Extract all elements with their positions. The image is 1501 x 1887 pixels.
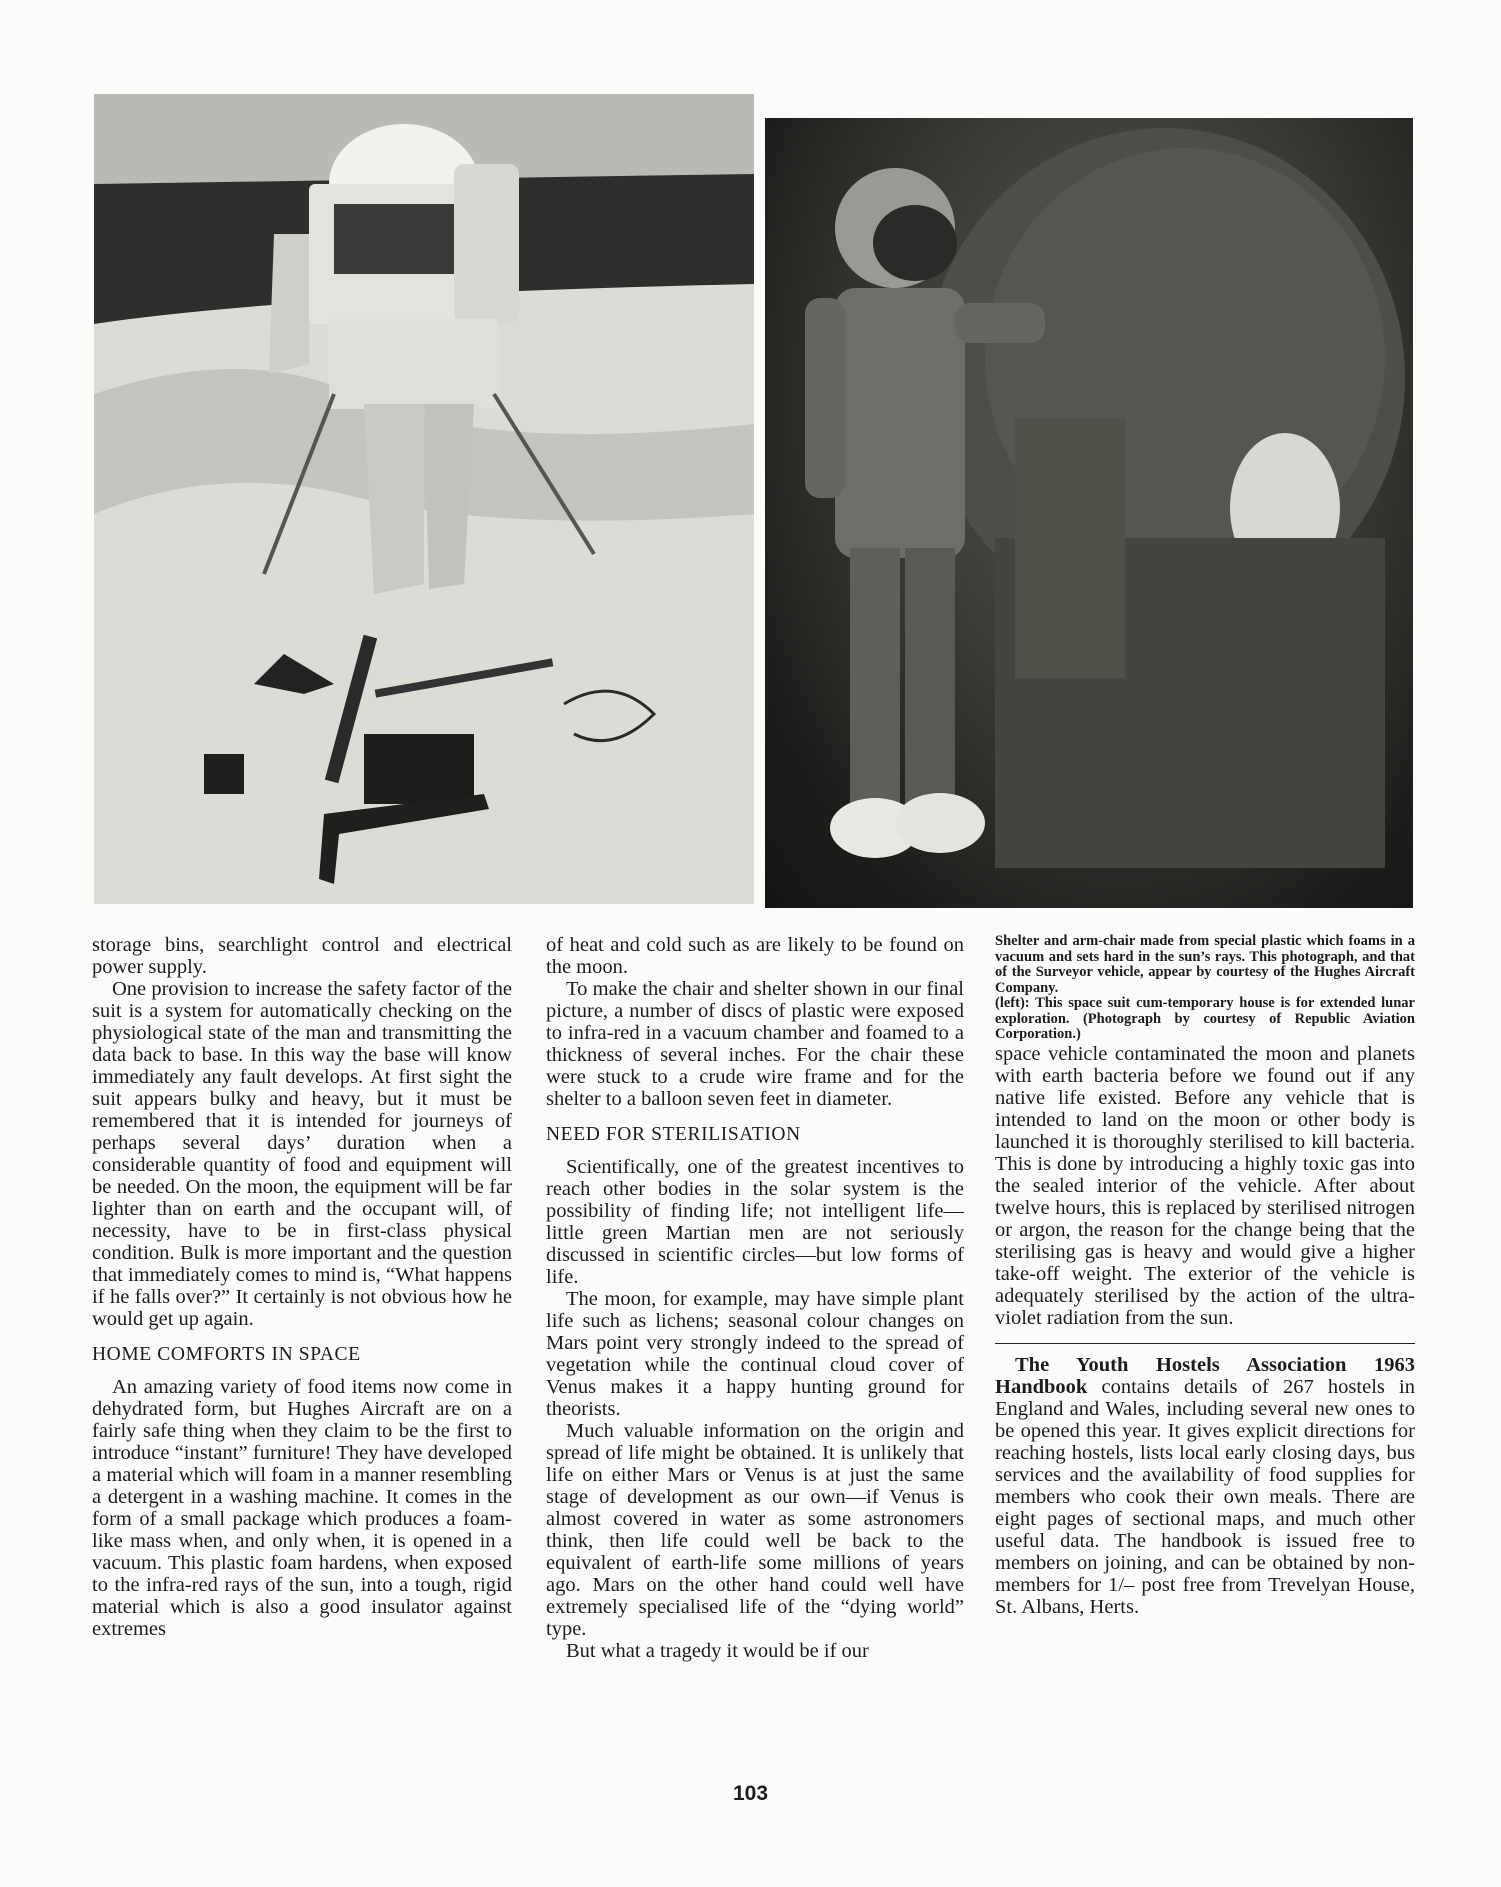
page-number: 103 — [732, 1782, 769, 1805]
paragraph: But what a tragedy it would be if our — [566, 1640, 869, 1662]
yha-notice — [995, 1354, 1415, 1618]
notice-text: contains details of 267 hostels in England and Wales, including several new ones to be opened this year. It gives explicit directions for reaching hostels, lists local early closing days, bus services and the availability of food supplies for members who cook their own meals. There are eight pages of sectional maps, and much other useful data. The handbook is issued free to members on joining, and can be obtained by non-members for 1/– post free from Trevelyan House, St. Albans, Herts. — [995, 1375, 1415, 1618]
lunar-suit-photo — [94, 94, 754, 904]
text-column-1 — [92, 934, 512, 1640]
paragraph: An amazing variety of food items now come in dehydrated form, but Hughes Aircraft are on a fairly safe thing when they claim to be the first to introduce “instant” furniture! They have developed a material which will foam in a manner resembling a detergent in a washing machine. It comes in the form of a small package which produces a foam-like mass when, and only when, it is opened in a vacuum. This plastic foam hardens, when exposed to the infra-red rays of the sun, into a tough, rigid material which is also a good insulator against extremes — [92, 1376, 512, 1640]
lunar-suit-illustration — [94, 94, 754, 904]
photo-caption-right — [995, 934, 1415, 996]
caption-text: (left): This space suit cum-temporary house is for extended lunar exploration. (Photograph by courtesy of Republic Aviation Corporation.) — [995, 995, 1415, 1042]
foam-chair-illustration — [765, 118, 1413, 908]
paragraph: space vehicle contaminated the moon and planets with earth bacteria before we found out if any native life existed. Before any vehicle that is intended to land on the moon or other body is launched it is thoroughly sterilised to kill bacteria. This is done by introducing a highly toxic gas into the sealed interior of the vehicle. After about twelve hours, this is replaced by sterilised nitrogen or argon, the reason for the change being that the sterilising gas is heavy and would give a higher take-off weight. The exterior of the vehicle is adequately sterilised by the action of the ultra-violet radiation from the sun. — [995, 1042, 1415, 1329]
foam-chair-photo — [765, 118, 1413, 908]
paragraph: One provision to increase the safety factor of the suit is a system for automatically checking on the physiological state of the man and transmitting the data back to base. In this way the base will know immediately any fault develops. At first sight the suit appears bulky and heavy, but it must be remembered that it is intended for journeys of perhaps several days’ duration when a considerable quantity of food and equipment will be needed. On the moon, the equipment will be far lighter than on earth and the occupant will, of necessity, have to be in first-class physical condition. Bulk is more important and the question that immediately comes to mind is, “What happens if he falls over?” It certainly is not obvious how he would get up again. — [92, 978, 512, 1330]
paragraph: Much valuable information on the origin and spread of life might be obtained. It is unlikely that life on either Mars or Venus is at just the same stage of development as our own—if Venus is almost covered in water as some astronomers think, then life could well be back to the equivalent of earth-life some millions of years ago. Mars on the other hand could well have extremely specialised life of the “dying world” type. — [546, 1420, 964, 1640]
photo-caption-left — [995, 996, 1415, 1043]
paragraph: storage bins, searchlight control and electrical power supply. — [92, 934, 512, 978]
text-column-2 — [546, 934, 964, 1662]
paragraph: Scientifically, one of the greatest incentives to reach other bodies in the solar system is the possibility of finding life; not intelligent life—little green Martian men are not seriously discussed in scientific circles—but low forms of life. — [546, 1156, 964, 1288]
paragraph: To make the chair and shelter shown in our final picture, a number of discs of plastic were exposed to infra-red in a vacuum chamber and foamed to a thickness of several inches. For the chair these were stuck to a crude wire frame and for the shelter to a balloon seven feet in diameter. — [546, 978, 964, 1110]
paragraph: of heat and cold such as are likely to be found on the moon. — [546, 934, 964, 978]
caption-text: Shelter and arm-chair made from special plastic which foams in a vacuum and sets hard in the sun’s rays. This photograph, and that of the Surveyor vehicle, appear by courtesy of the Hughes Aircraft Company. — [995, 933, 1415, 996]
paragraph: The moon, for example, may have simple plant life such as lichens; seasonal colour changes on Mars point very strongly indeed to the spread of vegetation while the continual cloud cover of Venus makes it a happy hunting ground for theorists. — [546, 1288, 964, 1420]
notice-title: The Youth Hostels Association 1963 Handbook — [995, 1353, 1415, 1398]
divider — [995, 1343, 1415, 1344]
section-heading: NEED FOR STERILISATION — [546, 1124, 801, 1145]
text-column-3 — [995, 934, 1415, 1618]
section-heading: HOME COMFORTS IN SPACE — [92, 1344, 361, 1365]
